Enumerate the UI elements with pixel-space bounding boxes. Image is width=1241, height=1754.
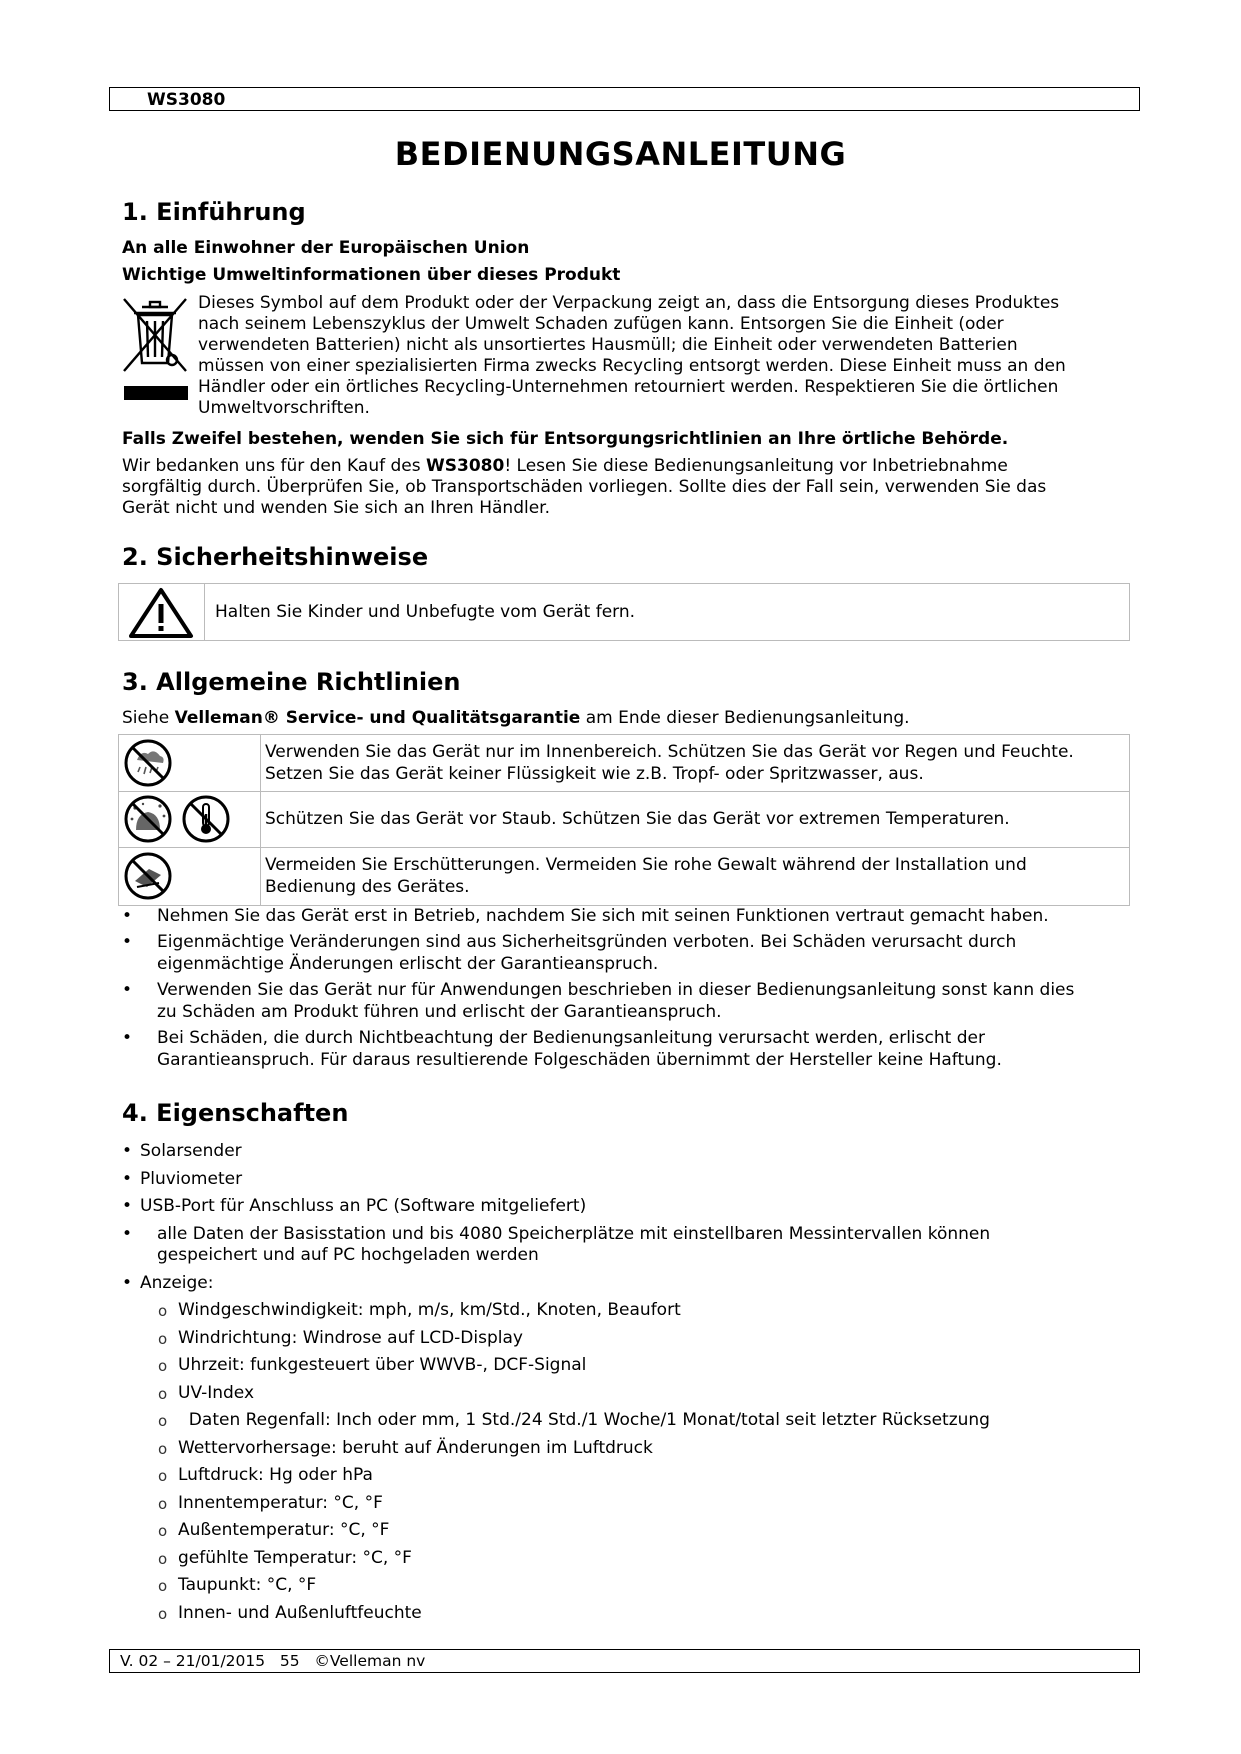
weee-line: müssen von einer spezialisierten Firma zwecks Recycling entsorgt werden. Diese Einheit muss an den (198, 356, 1066, 376)
bullet-item (122, 931, 1132, 975)
weee-bin-icon (120, 293, 192, 401)
display-item-text: Daten Regenfall: Inch oder mm, 1 Std./24 Std./1 Woche/1 Monat/total seit letzter Rücksetzung (178, 1410, 990, 1430)
display-item (122, 1300, 1132, 1328)
guidelines-intro (122, 708, 910, 729)
guideline-text (265, 808, 1121, 830)
eu-line: An alle Einwohner der Europäischen Union (122, 238, 530, 258)
bullet-line: eigenmächtige Änderungen erlischt der Garantieanspruch. (157, 954, 659, 974)
page-title: BEDIENUNGSANLEITUNG (394, 135, 847, 173)
guideline-row-shock (119, 847, 1129, 905)
guideline-line: Verwenden Sie das Gerät nur im Innenbereich. Schützen Sie das Gerät vor Regen und Feuchte. (265, 742, 1074, 762)
display-item-text: Windgeschwindigkeit: mph, m/s, km/Std., Knoten, Beaufort (178, 1300, 681, 1320)
intro-bold: Velleman® Service- und Qualitätsgarantie (174, 708, 581, 728)
no-dust-icon (123, 794, 173, 844)
icon-cell (119, 847, 261, 905)
feature-text: USB-Port für Anschluss an PC (Software mitgeliefert) (140, 1196, 587, 1216)
feature-item (122, 1273, 1132, 1301)
display-item-text: UV-Index (178, 1382, 255, 1403)
thanks-post: ! Lesen Sie diese Bedienungsanleitung vor Inbetriebnahme (504, 456, 1008, 476)
doubt-line: Falls Zweifel bestehen, wenden Sie sich für Entsorgungsrichtlinien an Ihre örtliche Behörde. (122, 429, 1009, 449)
icon-cell (119, 735, 261, 791)
page-footer (109, 1649, 1140, 1673)
display-item (122, 1465, 1132, 1493)
section-2-heading: 2. Sicherheitshinweise (122, 543, 429, 571)
guideline-line: Vermeiden Sie Erschütterungen. Vermeiden Sie rohe Gewalt während der Installation und (265, 855, 1027, 875)
features-list (122, 1141, 1132, 1630)
weee-text (198, 293, 1138, 419)
divider (204, 584, 205, 640)
no-shock-icon (123, 851, 173, 901)
sub-marker: o (158, 1302, 168, 1320)
guideline-line: Setzen Sie das Gerät keiner Flüssigkeit wie z.B. Tropf- oder Spritzwasser, aus. (265, 764, 924, 784)
no-rain-icon (123, 738, 173, 788)
safety-warning-text: Halten Sie Kinder und Unbefugte vom Gerät fern. (215, 602, 636, 622)
bullet-line: Nehmen Sie das Gerät erst in Betrieb, nachdem Sie sich mit seinen Funktionen vertraut gemacht haben. (157, 906, 1049, 926)
feature-item (122, 1169, 1132, 1197)
display-item (122, 1355, 1132, 1383)
section-3-heading: 3. Allgemeine Richtlinien (122, 668, 461, 696)
feature-text: alle Daten der Basisstation und bis 4080 Speicherplätze mit einstellbaren Messintervallen können (157, 1223, 991, 1244)
display-item (122, 1520, 1132, 1548)
display-item (122, 1328, 1132, 1356)
sub-marker: o (158, 1577, 168, 1595)
bullet-marker: • (122, 1196, 133, 1216)
sub-marker: o (158, 1494, 168, 1513)
display-item (122, 1438, 1132, 1466)
guidelines-table (118, 734, 1130, 906)
safety-warning-box (118, 583, 1130, 641)
bullet-line: Verwenden Sie das Gerät nur für Anwendungen beschrieben in dieser Bedienungsanleitung sonst kann dies (157, 980, 1075, 1000)
bullet-marker: • (122, 1272, 133, 1293)
bullet-marker: • (122, 1223, 133, 1244)
display-item (122, 1603, 1132, 1631)
bullet-item (122, 905, 1132, 927)
weee-line: Dieses Symbol auf dem Produkt oder der Verpackung zeigt an, dass die Entsorgung dieses Produktes (198, 293, 1060, 313)
bullet-marker: • (122, 906, 133, 926)
display-item-text: Taupunkt: °C, °F (178, 1575, 317, 1595)
sub-marker: o (158, 1329, 168, 1348)
bullet-item (122, 1027, 1132, 1071)
sub-marker: o (158, 1467, 168, 1485)
display-item-text: Wettervorhersage: beruht auf Änderungen im Luftdruck (178, 1437, 653, 1458)
bullet-line: Eigenmächtige Veränderungen sind aus Sicherheitsgründen verboten. Bei Schäden verursacht durch (157, 932, 1017, 952)
icon-cell (119, 791, 261, 847)
sub-marker: o (158, 1357, 168, 1375)
thanks-paragraph (122, 456, 1132, 519)
guideline-line: Schützen Sie das Gerät vor Staub. Schützen Sie das Gerät vor extremen Temperaturen. (265, 809, 1010, 829)
env-line: Wichtige Umweltinformationen über dieses Produkt (122, 265, 621, 285)
feature-text: Pluviometer (140, 1168, 243, 1189)
thanks-line-2: sorgfältig durch. Überprüfen Sie, ob Transportschäden vorliegen. Sollte dies der Fall sein, verwenden Sie das (122, 477, 1047, 497)
feature-text: Anzeige: (140, 1272, 214, 1293)
bullet-line: Garantieanspruch. Für daraus resultierende Folgeschäden übernimmt der Hersteller keine Haftung. (157, 1050, 1002, 1070)
feature-text: Solarsender (140, 1141, 242, 1161)
section-4-heading: 4. Eigenschaften (122, 1099, 349, 1127)
bullet-marker: • (122, 1141, 133, 1161)
sub-marker: o (158, 1522, 168, 1540)
header-model: WS3080 (147, 90, 226, 110)
weee-line: nach seinem Lebenszyklus der Umwelt Schaden zufügen kann. Entsorgen Sie die Einheit (oder (198, 314, 1004, 334)
display-item-text: Windrichtung: Windrose auf LCD-Display (178, 1327, 523, 1348)
display-item (122, 1493, 1132, 1521)
display-item-text: Uhrzeit: funkgesteuert über WWVB-, DCF-Signal (178, 1355, 587, 1375)
bullet-marker: • (122, 1028, 133, 1048)
sub-marker: o (158, 1439, 168, 1458)
thanks-model: WS3080 (426, 456, 505, 476)
no-extreme-temperature-icon (181, 794, 231, 844)
thanks-pre: Wir bedanken uns für den Kauf des (122, 456, 426, 476)
display-item-text: Luftdruck: Hg oder hPa (178, 1465, 373, 1485)
thanks-line-3: Gerät nicht und wenden Sie sich an Ihren Händler. (122, 498, 551, 518)
sub-marker: o (158, 1384, 168, 1403)
feature-text: gespeichert und auf PC hochgeladen werden (157, 1244, 539, 1265)
weee-line: verwendeten Batterien) nicht als unsortiertes Hausmüll; die Einheit oder verwendeten Batterien (198, 335, 1018, 355)
guideline-line: Bedienung des Gerätes. (265, 877, 470, 897)
intro-pre: Siehe (122, 708, 175, 728)
section-1-heading: 1. Einführung (122, 198, 306, 226)
bullet-marker: • (122, 1168, 133, 1189)
warning-triangle-icon (127, 586, 195, 640)
display-item-text: gefühlte Temperatur: °C, °F (178, 1547, 412, 1568)
display-item (122, 1548, 1132, 1576)
bullet-line: zu Schäden am Produkt führen und erlischt der Garantieanspruch. (157, 1002, 722, 1022)
feature-item (122, 1141, 1132, 1169)
display-item-text: Außentemperatur: °C, °F (178, 1520, 390, 1540)
display-item (122, 1383, 1132, 1411)
bullet-marker: • (122, 932, 133, 952)
bullet-item (122, 979, 1132, 1023)
weee-line: Umweltvorschriften. (198, 398, 370, 418)
feature-item (122, 1224, 1132, 1273)
guideline-text (265, 854, 1121, 898)
guidelines-bullets (122, 905, 1132, 1075)
display-item (122, 1410, 1132, 1438)
weee-line: Händler oder ein örtliches Recycling-Unternehmen retourniert werden. Respektieren Sie die örtlichen (198, 377, 1059, 397)
display-item (122, 1575, 1132, 1603)
guideline-row-indoor (119, 735, 1129, 792)
thanks-line-1 (122, 456, 1132, 477)
display-item-text: Innentemperatur: °C, °F (178, 1492, 383, 1513)
bullet-line: Bei Schäden, die durch Nichtbeachtung der Bedienungsanleitung verursacht werden, erlischt der (157, 1028, 985, 1048)
guideline-text (265, 741, 1121, 785)
sub-marker: o (158, 1549, 168, 1568)
bullet-marker: • (122, 980, 133, 1000)
sub-marker: o (158, 1412, 168, 1430)
display-item-text: Innen- und Außenluftfeuchte (178, 1602, 422, 1623)
guideline-row-dust-temp (119, 791, 1129, 848)
feature-item (122, 1196, 1132, 1224)
footer-text: V. 02 – 21/01/2015 55 ©Velleman nv (120, 1652, 426, 1670)
page-header (109, 87, 1140, 111)
intro-post: am Ende dieser Bedienungsanleitung. (580, 708, 910, 728)
sub-marker: o (158, 1604, 168, 1623)
